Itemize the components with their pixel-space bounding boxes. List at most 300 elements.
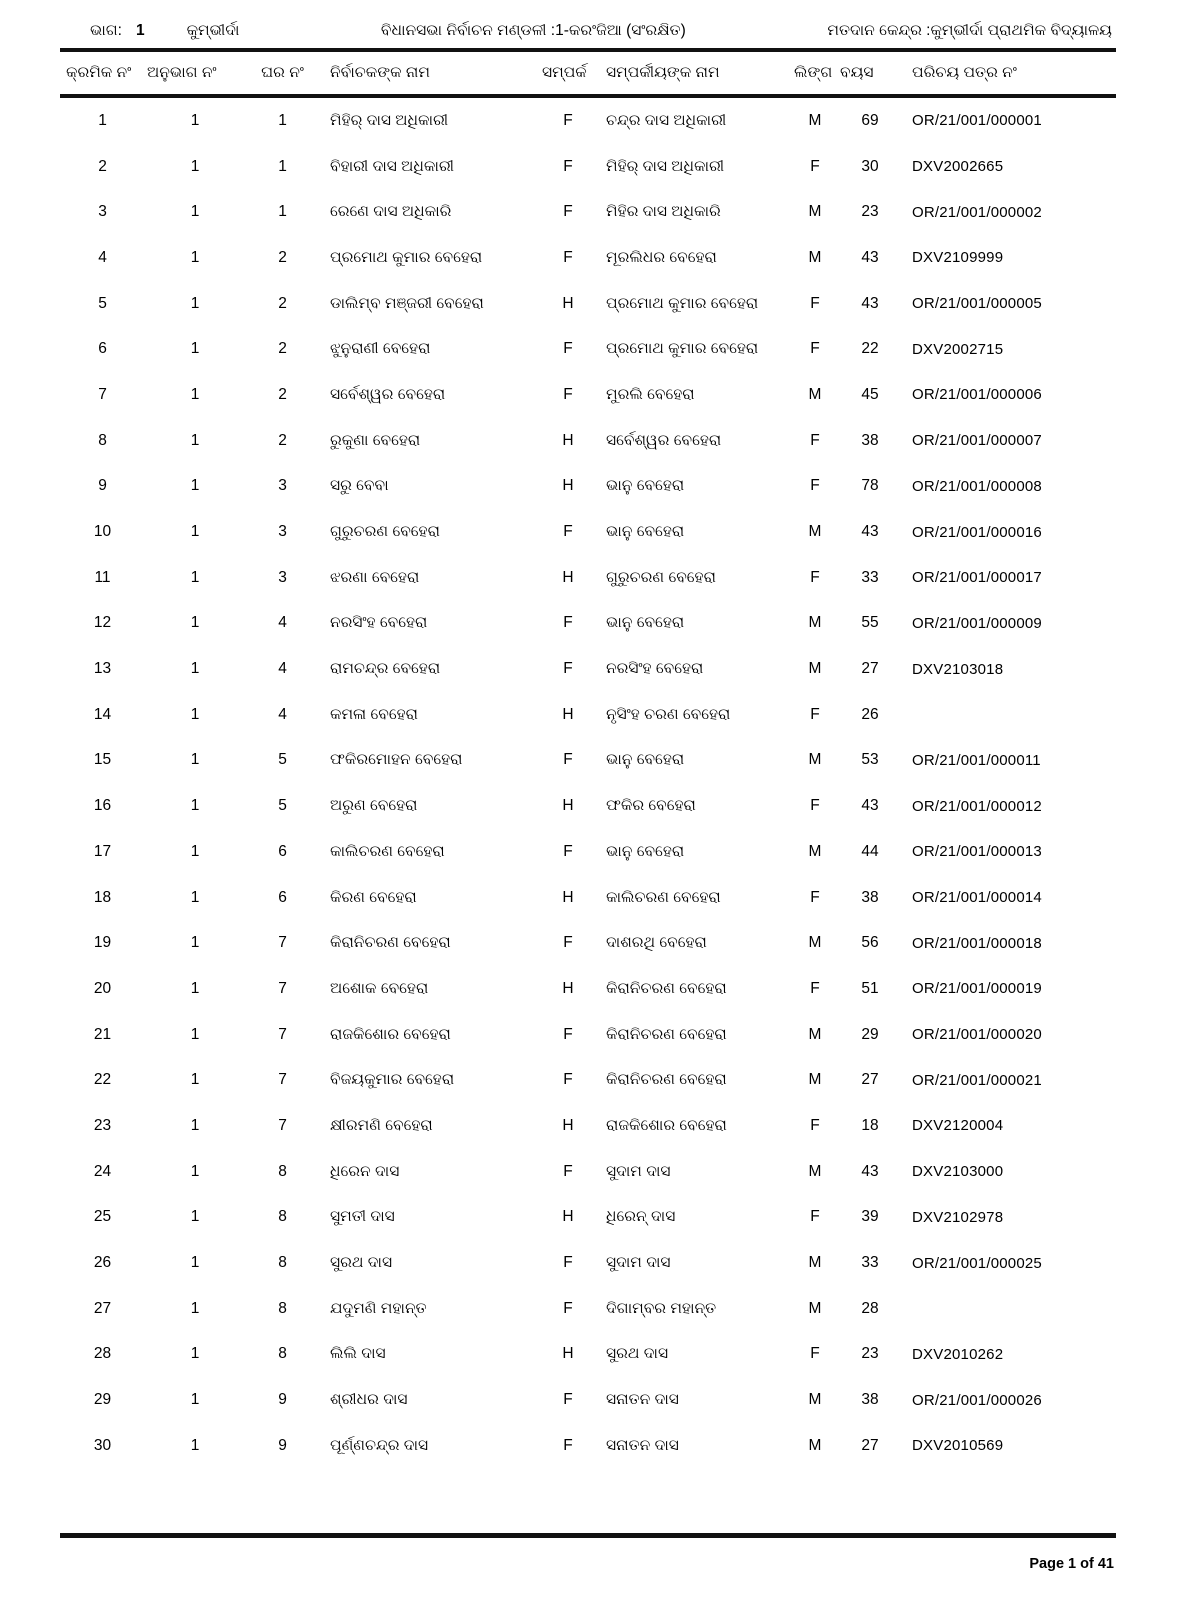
cell-relation: F [563,660,573,678]
cell-section-no: 1 [190,888,200,906]
cell-elector-name: ଝରଣା ବେହେରା [330,568,420,586]
cell-house-no: 7 [278,934,287,952]
cell-sex: F [810,797,820,815]
cell-id-card-no: OR/21/001/000005 [912,295,1042,313]
cell-age: 43 [861,1162,879,1180]
cell-elector-name: ଧିରେନ ଦାସ [330,1162,400,1180]
cell-relation: F [563,340,573,358]
cell-elector-name: ଯଦୁମଣି ମହାନ୍ତ [330,1299,427,1317]
cell-section-no: 1 [190,934,200,952]
cell-age: 29 [861,1025,879,1043]
document-header [60,0,1116,48]
elector-row [60,235,1116,281]
cell-elector-name: କ୍ଷୀରମଣି ବେହେରା [330,1116,433,1134]
cell-age: 26 [861,705,879,723]
cell-serial-no: 15 [93,751,112,769]
cell-house-no: 7 [278,1116,287,1134]
cell-relative-name: ପ୍ରମୋଥ କୁମାର ବେହେରା [606,294,759,312]
cell-age: 56 [861,934,879,952]
cell-relation: F [563,203,573,221]
cell-relative-name: ରାଜକିଶୋର ବେହେରା [606,1116,727,1134]
elector-row [60,144,1116,190]
cell-relation: F [563,248,573,266]
cell-elector-name: ଡାଲିମ୍ବ ମଞ୍ଜରୀ ବେହେରା [330,294,484,312]
cell-relation: H [562,477,574,495]
cell-relative-name: ମୁରଲି ବେହେରା [606,385,695,403]
cell-section-no: 1 [190,979,200,997]
cell-id-card-no: OR/21/001/000016 [912,523,1042,541]
cell-age: 43 [861,797,879,815]
cell-serial-no: 22 [93,1071,112,1089]
cell-relative-name: ସୁରଥ ଦାସ [606,1345,669,1363]
cell-house-no: 2 [278,248,287,266]
cell-house-no: 3 [278,477,287,495]
cell-elector-name: ରେଣେ ଦାସ ଅଧିକାରି [330,203,452,221]
cell-age: 33 [861,1254,879,1272]
cell-elector-name: ରାଜକିଶୋର ବେହେରା [330,1025,451,1043]
cell-house-no: 1 [278,157,287,175]
cell-id-card-no: DXV2002665 [912,158,1004,176]
cell-id-card-no: OR/21/001/000011 [912,751,1041,769]
cell-id-card-no: DXV2010569 [912,1437,1004,1455]
cell-relation: F [563,523,573,541]
cell-elector-name: ଲିଲି ଦାସ [330,1345,386,1363]
cell-elector-name: ସୁରଥ ଦାସ [330,1254,393,1272]
cell-relative-name: ନୃସିଂହ ଚରଣ ବେହେରା [606,705,731,723]
cell-age: 51 [861,979,879,997]
cell-relation: F [563,614,573,632]
cell-id-card-no: DXV2120004 [912,1117,1004,1135]
cell-sex: F [810,1345,820,1363]
cell-elector-name: ବିହାରୀ ଦାସ ଅଧିକାରୀ [330,157,455,175]
elector-row [60,281,1116,327]
cell-relation: F [563,1162,573,1180]
cell-relative-name: ନରସିଂହ ବେହେରା [606,660,704,678]
cell-relation: F [563,934,573,952]
cell-age: 22 [861,340,879,358]
cell-elector-name: ମିହିର୍ ଦାସ ଅଧିକାରୀ [330,111,449,129]
elector-row [60,372,1116,418]
cell-sex: F [810,568,820,586]
cell-age: 30 [861,157,879,175]
cell-id-card-no: OR/21/001/000018 [912,934,1042,952]
cell-section-no: 1 [190,1254,200,1272]
cell-sex: M [808,1162,822,1180]
part-label: ଭାଗ: [90,22,122,39]
cell-serial-no: 1 [98,111,107,129]
cell-elector-name: ସରୁ ବେବା [330,477,389,495]
cell-relative-name: ମିହିର ଦାସ ଅଧିକାରି [606,203,721,221]
cell-sex: F [810,157,820,175]
cell-serial-no: 19 [93,934,112,952]
cell-sex: M [808,523,822,541]
cell-serial-no: 9 [98,477,107,495]
cell-section-no: 1 [190,111,200,129]
cell-id-card-no: DXV2102978 [912,1208,1004,1226]
cell-sex: M [808,1025,822,1043]
cell-relation: F [563,1254,573,1272]
cell-serial-no: 16 [93,797,112,815]
cell-relative-name: ଭାନୁ ବେହେରା [606,523,685,541]
cell-id-card-no: OR/21/001/000006 [912,386,1042,404]
cell-id-card-no: OR/21/001/000025 [912,1254,1042,1272]
cell-id-card-no: OR/21/001/000012 [912,797,1042,815]
cell-sex: M [808,842,822,860]
cell-relative-name: ଗୁରୁଚରଣ ବେହେରା [606,568,716,586]
col-header-id-card-no: ପରିଚୟ ପତ୍ର ନଂ [912,64,1017,81]
cell-id-card-no: OR/21/001/000008 [912,477,1042,495]
cell-id-card-no: DXV2010262 [912,1345,1004,1363]
cell-sex: M [808,751,822,769]
cell-relation: F [563,751,573,769]
cell-section-no: 1 [190,431,200,449]
cell-relative-name: ଭାନୁ ବେହେରା [606,842,685,860]
cell-relative-name: ଚନ୍ଦ୍ର ଦାସ ଅଧିକାରୀ [606,111,727,129]
cell-relative-name: ସର୍ବେଶ୍ୱର ବେହେରା [606,431,722,449]
cell-sex: M [808,385,822,403]
cell-section-no: 1 [190,1116,200,1134]
cell-relative-name: ଫକିର ବେହେରା [606,797,696,815]
cell-age: 38 [861,888,879,906]
cell-elector-name: ପୂର୍ଣ୍ଣଚନ୍ଦ୍ର ଦାସ [330,1436,429,1454]
col-header-house-no: ଘର ନଂ [261,64,304,81]
elector-row [60,1377,1116,1423]
cell-house-no: 9 [278,1436,287,1454]
cell-elector-name: ନରସିଂହ ବେହେରା [330,614,428,632]
cell-age: 43 [861,294,879,312]
elector-row [60,920,1116,966]
cell-section-no: 1 [190,157,200,175]
col-header-relative-name: ସମ୍ପର୍କୀୟଙ୍କ ନାମ [606,64,720,81]
cell-relative-name: ପ୍ରମୋଥ କୁମାର ବେହେରା [606,340,759,358]
cell-sex: F [810,294,820,312]
cell-house-no: 1 [278,203,287,221]
cell-relative-name: ଦିଗାମ୍ବର ମହାନ୍ତ [606,1299,717,1317]
cell-relation: F [563,157,573,175]
table-header-row [60,52,1116,94]
cell-relation: H [562,294,574,312]
elector-row [60,1240,1116,1286]
electors-table [60,52,1116,94]
cell-house-no: 2 [278,340,287,358]
cell-sex: M [808,1299,822,1317]
cell-section-no: 1 [190,1436,200,1454]
cell-house-no: 3 [278,568,287,586]
cell-serial-no: 28 [93,1345,112,1363]
cell-house-no: 4 [278,614,287,632]
cell-elector-name: ସୁମତୀ ଦାସ [330,1208,395,1226]
cell-age: 33 [861,568,879,586]
cell-elector-name: ସର୍ବେଶ୍ୱର ବେହେରା [330,385,446,403]
cell-sex: F [810,340,820,358]
cell-sex: F [810,1208,820,1226]
cell-relation: H [562,797,574,815]
elector-row [60,1012,1116,1058]
cell-relative-name: ସନାତନ ଦାସ [606,1391,679,1409]
cell-serial-no: 12 [93,614,112,632]
elector-row [60,1195,1116,1241]
elector-row [60,1057,1116,1103]
cell-relative-name: ମିହିର୍ ଦାସ ଅଧିକାରୀ [606,157,725,175]
cell-relation: H [562,888,574,906]
cell-relative-name: ସୁଦାମ ଦାସ [606,1254,671,1272]
cell-sex: M [808,1071,822,1089]
cell-age: 53 [861,751,879,769]
cell-relative-name: ଭାନୁ ବେହେରା [606,477,685,495]
cell-house-no: 7 [278,1071,287,1089]
cell-serial-no: 20 [93,979,112,997]
cell-age: 69 [861,111,879,129]
col-header-section-no: ଅନୁଭାଗ ନଂ [147,64,217,81]
cell-house-no: 3 [278,523,287,541]
cell-id-card-no: OR/21/001/000014 [912,889,1042,907]
cell-house-no: 4 [278,705,287,723]
cell-age: 27 [861,1071,879,1089]
cell-relation: F [563,842,573,860]
cell-age: 45 [861,385,879,403]
cell-id-card-no: OR/21/001/000017 [912,569,1042,587]
col-header-sex: ଲିଙ୍ଗ [794,64,833,81]
cell-elector-name: କମଳା ବେହେରା [330,705,418,723]
cell-elector-name: କିରଣ ବେହେରା [330,888,417,906]
cell-id-card-no: DXV2002715 [912,340,1004,358]
cell-sex: M [808,1391,822,1409]
cell-relative-name: କିରାନିଚରଣ ବେହେରା [606,979,727,997]
cell-section-no: 1 [190,842,200,860]
village-name: କୁମ୍ଭୀର୍ଦା [186,22,240,39]
cell-age: 27 [861,660,879,678]
cell-relation: F [563,385,573,403]
cell-serial-no: 29 [93,1391,112,1409]
electoral-roll-page [60,0,1116,1600]
elector-row [60,875,1116,921]
cell-sex: M [808,111,822,129]
cell-elector-name: ବିଜୟକୁମାର ବେହେରା [330,1071,455,1089]
cell-house-no: 7 [278,979,287,997]
cell-serial-no: 17 [93,842,112,860]
elector-row [60,692,1116,738]
cell-age: 27 [861,1436,879,1454]
cell-id-card-no [902,1286,1116,1332]
cell-relation: H [562,568,574,586]
cell-section-no: 1 [190,614,200,632]
cell-relation: H [562,1345,574,1363]
cell-serial-no: 6 [98,340,107,358]
page-indicator: Page 1 of 41 [1029,1556,1114,1572]
cell-elector-name: ଫକିରମୋହନ ବେହେରା [330,751,463,769]
cell-sex: M [808,203,822,221]
cell-relation: H [562,705,574,723]
cell-serial-no: 23 [93,1116,112,1134]
elector-row [60,326,1116,372]
cell-elector-name: ରାମଚନ୍ଦ୍ର ବେହେରା [330,660,441,678]
constituency-title: ବିଧାନସଭା ନିର୍ବାଚନ ମଣ୍ଡଳୀ :1-କରଂଜିଆ (ସଂରକ୍ଷିତ) [380,22,686,39]
elector-row [60,418,1116,464]
col-header-elector-name: ନିର୍ବାଚକଙ୍କ ନାମ [330,64,430,81]
polling-station-title: ମତଦାନ କେନ୍ଦ୍ର :କୁମ୍ଭୀର୍ଦା ପ୍ରାଥମିକ ବିଦ୍ୟାଳୟ [827,22,1112,39]
cell-id-card-no: OR/21/001/000020 [912,1026,1042,1044]
cell-serial-no: 21 [93,1025,112,1043]
cell-section-no: 1 [190,1025,200,1043]
cell-relation: H [562,1116,574,1134]
cell-serial-no: 11 [94,568,111,586]
cell-relative-name: ଭାନୁ ବେହେରା [606,751,685,769]
cell-section-no: 1 [190,1299,200,1317]
cell-sex: M [808,614,822,632]
elector-row [60,1149,1116,1195]
cell-serial-no: 10 [93,523,112,541]
cell-id-card-no: OR/21/001/000026 [912,1391,1042,1409]
cell-section-no: 1 [190,1345,200,1363]
cell-relation: F [563,111,573,129]
cell-age: 18 [861,1116,879,1134]
elector-row [60,601,1116,647]
cell-serial-no: 2 [98,157,107,175]
electors-table-body [60,98,1116,1469]
cell-sex: M [808,248,822,266]
elector-row [60,738,1116,784]
cell-serial-no: 4 [98,248,107,266]
elector-row [60,783,1116,829]
cell-serial-no: 26 [93,1254,112,1272]
elector-row [60,829,1116,875]
cell-serial-no: 24 [93,1162,112,1180]
cell-elector-name: ଅରୁଣ ବେହେରା [330,797,418,815]
cell-section-no: 1 [190,203,200,221]
cell-relative-name: ମୂରଲିଧର ବେହେରା [606,248,717,266]
cell-serial-no: 8 [98,431,107,449]
cell-serial-no: 5 [98,294,107,312]
cell-elector-name: ପ୍ରମୋଥ କୁମାର ବେହେରା [330,248,483,266]
cell-id-card-no: OR/21/001/000013 [912,843,1042,861]
cell-sex: M [808,660,822,678]
cell-sex: M [808,1436,822,1454]
cell-age: 38 [861,1391,879,1409]
cell-age: 39 [861,1208,879,1226]
cell-house-no: 1 [278,111,287,129]
cell-relative-name: ଦାଶରଥି ବେହେରା [606,934,707,952]
cell-elector-name: ଝୁନୁରାଣୀ ବେହେରା [330,340,431,358]
cell-house-no: 2 [278,431,287,449]
cell-relative-name: କାଲିଚରଣ ବେହେରା [606,888,721,906]
cell-sex: F [810,979,820,997]
cell-sex: F [810,1116,820,1134]
cell-house-no: 5 [278,751,287,769]
elector-row [60,1332,1116,1378]
cell-sex: F [810,477,820,495]
footer-divider [60,1533,1116,1538]
elector-row [60,555,1116,601]
cell-house-no: 6 [278,888,287,906]
elector-row [60,98,1116,144]
cell-sex: M [808,934,822,952]
cell-serial-no: 14 [93,705,112,723]
cell-serial-no: 3 [98,203,107,221]
cell-elector-name: ଅଶୋକ ବେହେରା [330,979,429,997]
cell-elector-name: କିରାନିଚରଣ ବେହେରା [330,934,451,952]
elector-row [60,509,1116,555]
cell-elector-name: ଶ୍ରୀଧର ଦାସ [330,1391,408,1409]
cell-sex: M [808,1254,822,1272]
cell-relation: F [563,1436,573,1454]
cell-sex: F [810,705,820,723]
cell-relation: F [563,1391,573,1409]
cell-house-no: 7 [278,1025,287,1043]
elector-row [60,1286,1116,1332]
cell-id-card-no: OR/21/001/000002 [912,203,1042,221]
cell-elector-name: ରୁକୁଣା ବେହେରା [330,431,421,449]
col-header-serial-no: କ୍ରମିକ ନଂ [66,64,132,81]
cell-relation: F [563,1071,573,1089]
cell-section-no: 1 [190,1391,200,1409]
part-number: 1 [135,22,145,39]
cell-section-no: 1 [190,294,200,312]
cell-age: 55 [861,614,879,632]
cell-house-no: 8 [278,1208,287,1226]
cell-section-no: 1 [190,248,200,266]
cell-section-no: 1 [190,568,200,586]
cell-serial-no: 13 [93,660,112,678]
cell-house-no: 8 [278,1162,287,1180]
elector-row [60,1103,1116,1149]
cell-relative-name: ସନାତନ ଦାସ [606,1436,679,1454]
cell-section-no: 1 [190,1071,200,1089]
cell-id-card-no: OR/21/001/000021 [912,1071,1042,1089]
cell-section-no: 1 [190,385,200,403]
cell-serial-no: 18 [93,888,112,906]
header-part-block [64,22,239,40]
cell-sex: F [810,431,820,449]
cell-section-no: 1 [190,1162,200,1180]
cell-relative-name: କିରାନିଚରଣ ବେହେରା [606,1025,727,1043]
cell-age: 44 [861,842,879,860]
cell-elector-name: ଗୁରୁଚରଣ ବେହେରା [330,523,440,541]
elector-row [60,646,1116,692]
cell-id-card-no: OR/21/001/000009 [912,614,1042,632]
cell-age: 28 [861,1299,879,1317]
cell-section-no: 1 [190,523,200,541]
cell-house-no: 8 [278,1345,287,1363]
cell-serial-no: 30 [93,1436,112,1454]
cell-id-card-no: OR/21/001/000019 [912,980,1042,998]
cell-id-card-no: DXV2103018 [912,660,1004,678]
cell-id-card-no: OR/21/001/000001 [912,112,1042,130]
cell-relation: F [563,1299,573,1317]
cell-house-no: 8 [278,1254,287,1272]
cell-relative-name: କିରାନିଚରଣ ବେହେରା [606,1071,727,1089]
elector-row [60,464,1116,510]
cell-age: 23 [861,203,879,221]
cell-relation: F [563,1025,573,1043]
elector-row [60,1423,1116,1469]
cell-section-no: 1 [190,660,200,678]
cell-age: 43 [861,248,879,266]
cell-serial-no: 7 [98,385,107,403]
cell-section-no: 1 [190,477,200,495]
cell-id-card-no [902,692,1116,738]
elector-row [60,966,1116,1012]
cell-house-no: 2 [278,294,287,312]
cell-id-card-no: OR/21/001/000007 [912,432,1042,450]
cell-house-no: 8 [278,1299,287,1317]
col-header-age: ବୟସ [840,64,874,81]
cell-house-no: 6 [278,842,287,860]
cell-serial-no: 27 [93,1299,112,1317]
cell-house-no: 9 [278,1391,287,1409]
cell-age: 38 [861,431,879,449]
col-header-relation: ସମ୍ପର୍କ [542,64,587,81]
cell-relative-name: ଧିରେନ୍ ଦାସ [606,1208,676,1226]
